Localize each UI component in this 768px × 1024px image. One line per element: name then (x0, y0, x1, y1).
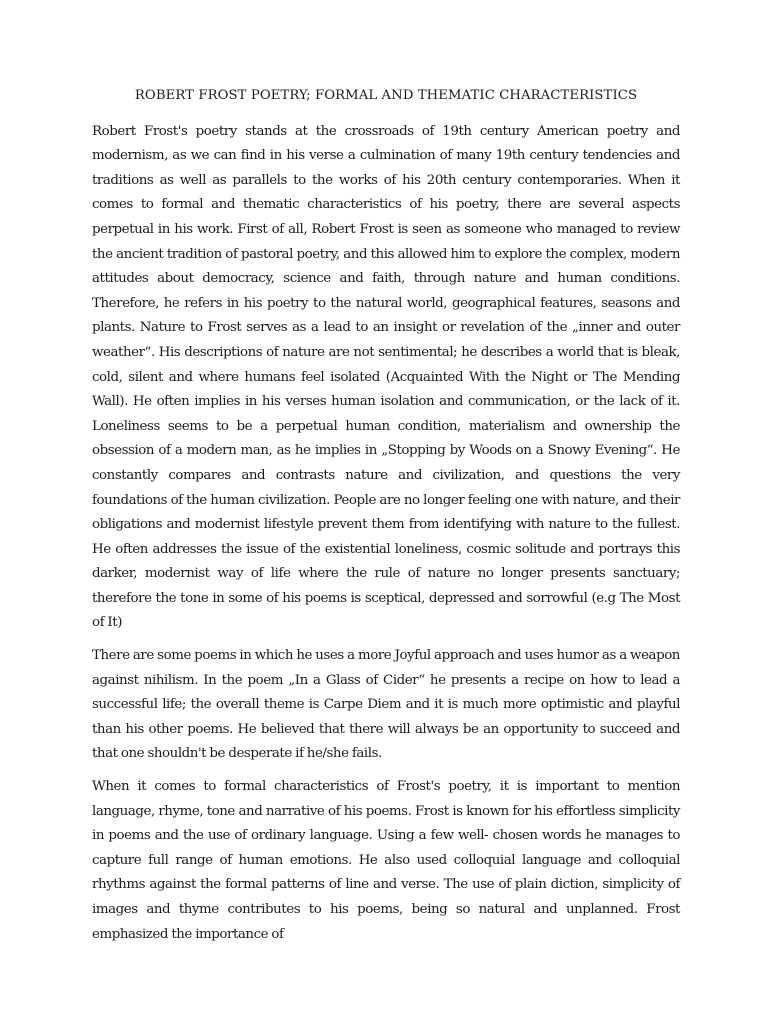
document-body (92, 84, 680, 947)
document-title: ROBERT FROST POETRY; FORMAL AND THEMATIC CHARACTERISTICS (134, 88, 638, 103)
paragraph-themes: Robert Frost's poetry stands at the crossroads of 19th century American poetry and modernism, as we can find in his verse a culmination of many 19th century tendencies and traditions as well as parallels to the works of his 20th century contemporaries. When it comes to formal and thematic characteristics of his poetry, there are several aspects perpetual in his work. First of all, Robert Frost is seen as someone who managed to review the ancient tradition of pastoral poetry, and this allowed him to explore the complex, modern attitudes about democracy, science and faith, through nature and human conditions. Therefore, he refers in his poetry to the natural world, geographical features, seasons and plants. Nature to Frost serves as a lead to an insight or revelation of the „inner and outer weather“. His descriptions of nature are not sentimental; he describes a world that is bleak, cold, silent and where humans feel isolated (Acquainted With the Night or The Mending Wall). He often implies in his verses human isolation and communication, or the lack of it. Loneliness seems to be a perpetual human condition, materialism and ownership the obsession of a modern man, as he implies in „Stopping by Woods on a Snowy Evening“. He constantly compares and contrasts nature and civilization, and questions the very foundations of the human civilization. People are no longer feeling one with nature, and their obligations and modernist lifestyle prevent them from identifying with nature to the fullest. He often addresses the issue of the existential loneliness, cosmic solitude and portrays this darker, modernist way of life where the rule of nature no longer presents sanctuary; therefore the tone in some of his poems is sceptical, depressed and sorrowful (e.g The Most of It) (92, 123, 680, 631)
paragraph-formal-characteristics: When it comes to formal characteristics of Frost's poetry, it is important to mention language, rhyme, tone and narrative of his poems. Frost is known for his effortless simplicity in poems and the use of ordinary language. Using a few well- chosen words he manages to capture full range of human emotions. He also used colloquial language and colloquial rhythms against the formal patterns of line and verse. The use of plain diction, simplicity of images and thyme contributes to his poems, being so natural and unplanned. Frost emphasized the importance of (92, 779, 680, 942)
paragraph-joyful-poems: There are some poems in which he uses a more Joyful approach and uses humor as a weapon against nihilism. In the poem „In a Glass of Cider“ he presents a recipe on how to lead a successful life; the overall theme is Carpe Diem and it is much more optimistic and playful than his other poems. He believed that there will always be an opportunity to succeed and that one shouldn't be desperate if he/she fails. (92, 648, 680, 762)
